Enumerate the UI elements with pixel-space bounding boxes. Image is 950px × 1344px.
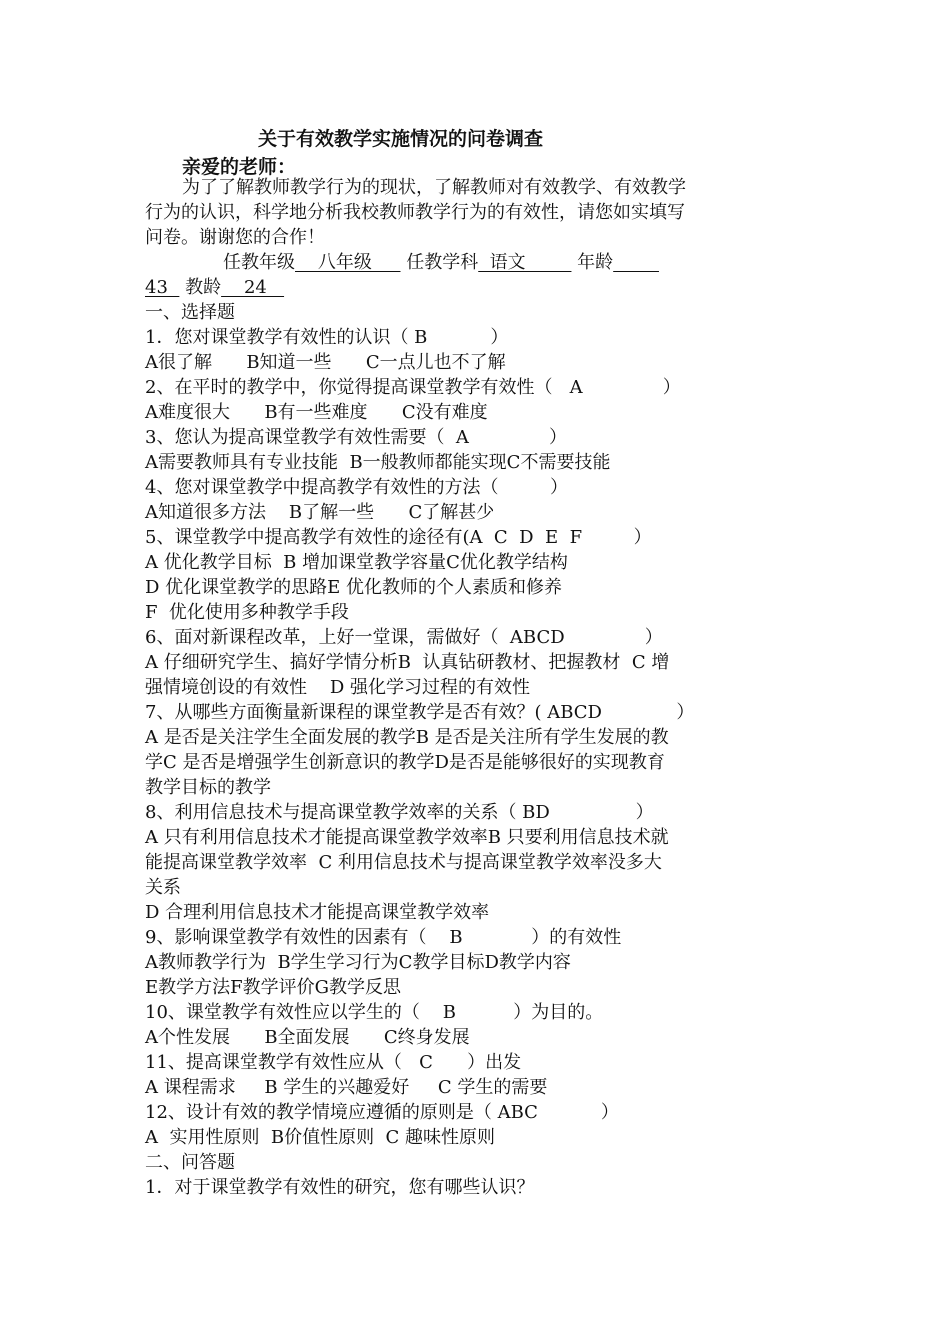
text-line: 12、设计有效的教学情境应遵循的原则是（ ABC ）	[145, 1102, 619, 1123]
text-line: D 合理利用信息技术才能提高课堂教学效率	[145, 902, 490, 923]
text-line: 学C 是否是增强学生创新意识的教学D是否是能够很好的实现教育	[145, 752, 665, 773]
text-line: 能提高课堂教学效率 C 利用信息技术与提高课堂教学效率没多大	[145, 852, 662, 873]
document-body	[145, 175, 825, 1200]
question-list	[145, 300, 825, 1200]
text-line: 1．您对课堂教学有效性的认识（ B ）	[145, 327, 509, 348]
text-line: A 仔细研究学生、搞好学情分析B 认真钻研教材、把握教材 C 增	[145, 652, 670, 673]
text-line: A 优化教学目标 B 增加课堂教学容量C优化教学结构	[145, 552, 568, 573]
text-line: 强情境创设的有效性 D 强化学习过程的有效性	[145, 677, 531, 698]
text-line: 9、影响课堂教学有效性的因素有（ B ）的有效性	[145, 927, 622, 948]
text-line: 教学目标的教学	[145, 777, 271, 798]
info-line	[145, 275, 825, 300]
text-line: 2、在平时的教学中，你觉得提高课堂教学有效性（ A ）	[145, 377, 681, 398]
text-line: 10、课堂教学有效性应以学生的（ B ）为目的。	[145, 1002, 604, 1023]
age-label: 年龄	[571, 252, 614, 273]
text-line: A 是否是关注学生全面发展的教学B 是否是关注所有学生发展的教	[145, 727, 669, 748]
intro-line: 问卷。谢谢您的合作！	[145, 227, 325, 248]
text-line: 6、面对新课程改革，上好一堂课，需做好（ ABCD ）	[145, 627, 663, 648]
text-line: 11、提高课堂教学有效性应从（ C ）出发	[145, 1052, 522, 1073]
text-line: A个性发展 B全面发展 C终身发展	[145, 1027, 470, 1048]
info-line	[145, 250, 825, 275]
page-title: 关于有效教学实施情况的问卷调查	[258, 128, 544, 150]
intro-line: 为了了解教师教学行为的现状，了解教师对有效教学、有效教学	[182, 177, 686, 198]
text-line: 1．对于课堂教学有效性的研究，您有哪些认识？	[145, 1177, 535, 1198]
text-line: 关系	[145, 877, 181, 898]
grade-value: 八年级	[295, 252, 401, 273]
text-line: D 优化课堂教学的思路E 优化教师的个人素质和修养	[145, 577, 563, 598]
age-blank	[613, 252, 659, 273]
subject-label: 任教学科	[400, 252, 479, 273]
text-line: A教师教学行为 B学生学习行为C教学目标D教学内容	[145, 952, 571, 973]
text-line: 4、您对课堂教学中提高教学有效性的方法（ ）	[145, 477, 568, 498]
text-line: 5、课堂教学中提高教学有效性的途径有(A C D E F ）	[145, 527, 652, 548]
text-line: A很了解 B知道一些 C一点儿也不了解	[145, 352, 506, 373]
subject-value: 语文	[478, 252, 572, 273]
text-line: E教学方法F教学评价G教学反思	[145, 977, 402, 998]
text-line: 7、从哪些方面衡量新课程的课堂教学是否有效？( ABCD ）	[145, 702, 695, 723]
text-line: A 课程需求 B 学生的兴趣爱好 C 学生的需要	[145, 1077, 548, 1098]
text-line: A 只有利用信息技术才能提高课堂教学效率B 只要利用信息技术就	[145, 827, 669, 848]
text-line: 一、选择题	[145, 302, 235, 323]
grade-label: 任教年级	[223, 252, 295, 273]
teaching-years-label: 教龄	[179, 277, 222, 298]
text-line: 二、问答题	[145, 1152, 235, 1173]
text-line: 3、您认为提高课堂教学有效性需要（ A ）	[145, 427, 567, 448]
age-value: 43	[145, 277, 180, 298]
greeting: 亲爱的老师：	[182, 156, 297, 178]
text-line: A难度很大 B有一些难度 C没有难度	[145, 402, 488, 423]
text-line: A知道很多方法 B了解一些 C了解甚少	[145, 502, 495, 523]
text-line: A 实用性原则 B价值性原则 C 趣味性原则	[145, 1127, 496, 1148]
text-line: F 优化使用多种教学手段	[145, 602, 349, 623]
teaching-years-value: 24	[221, 277, 285, 298]
text-line: A需要教师具有专业技能 B一般教师都能实现C不需要技能	[145, 452, 611, 473]
text-line: 8、利用信息技术与提高课堂教学效率的关系（ BD ）	[145, 802, 654, 823]
intro-line: 行为的认识，科学地分析我校教师教学行为的有效性，请您如实填写	[145, 202, 685, 223]
